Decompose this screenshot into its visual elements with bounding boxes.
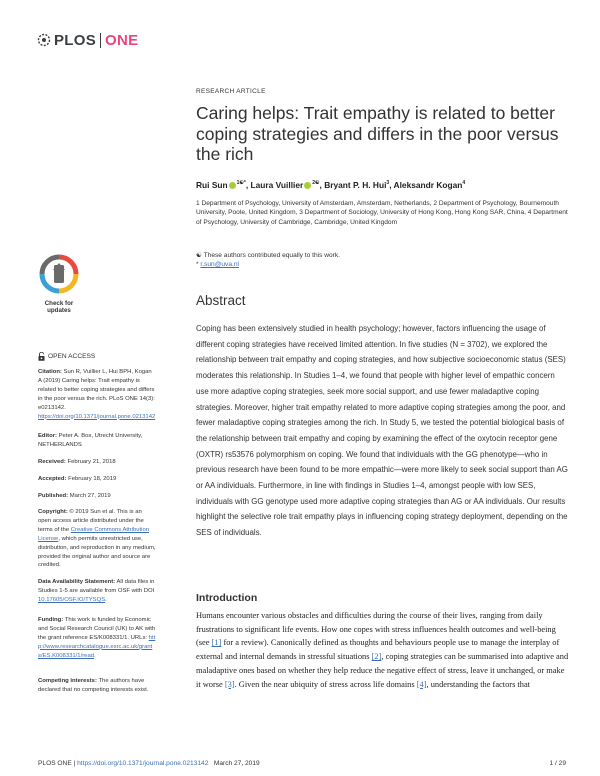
data-availability-text: All data files in Studies 1-5 are available from OSF with DOI — [38, 579, 155, 594]
funding-url-link[interactable]: http://www.researchcatalogue.esrc.ac.uk/grants/ES.K008331/1/read — [38, 634, 156, 659]
author-separator: , — [319, 180, 325, 190]
license-link[interactable]: Creative Commons Attribution License — [38, 526, 149, 542]
check-for-updates-icon — [35, 253, 83, 295]
data-availability-end: . — [105, 596, 107, 603]
orcid-icon[interactable] — [304, 182, 311, 189]
footer-journal: PLOS ONE — [38, 760, 72, 767]
copyright-text: © 2019 Sun et al. This is an open access article distributed under the terms of the — [38, 509, 144, 533]
intro-text-segment: , coping strategies can be summarised into adaptive and maladaptive ones based on whether they help reduce the negative effect of stress, leave it unchanged, or make it worse — [196, 652, 569, 689]
received-label: Received: — [38, 459, 66, 465]
open-access-badge — [38, 352, 95, 361]
intro-text-segment: Humans encounter various obstacles and difficulties during the course of their lives, ranging from daily frustrations to significant life events. How one copes with stress influences health outcomes and well-being (see — [196, 611, 556, 648]
published-text: March 27, 2019 — [68, 493, 111, 499]
funding-text: This work is funded by Economic and Social Research Council (UK) to AK with the grant reference ES/K008331/1. URLs: — [38, 617, 156, 641]
author-separator: , — [389, 180, 394, 190]
received-date — [38, 458, 156, 467]
competing-interests-label: Competing interests: — [38, 678, 97, 684]
author-affiliation-marker: 3 — [386, 180, 390, 187]
author-name[interactable]: Aleksandr Kogan — [393, 180, 463, 190]
copyright-text-end: , which permits unrestricted use, distribution, and reproduction in any medium, provided the original author and source are credited. — [38, 535, 156, 569]
orcid-icon[interactable] — [229, 182, 236, 189]
editor-label: Editor: — [38, 433, 57, 439]
corresponding-email-link[interactable]: r.sun@uva.nl — [200, 261, 239, 268]
accepted-label: Accepted: — [38, 476, 67, 482]
editor-text: Peter A. Bos, Utrecht University, NETHERLANDS — [38, 433, 143, 448]
author-affiliation-marker: 1☯* — [236, 180, 246, 187]
competing-interests-block — [38, 677, 156, 695]
page-number: 1 / 29 — [549, 760, 566, 767]
citation-text: Sun R, Vuillier L, Hui BPH, Kogan A (2019) Caring helps: Trait empathy is related to better coping strategies and differs in the poor versus the rich. PLoS ONE 14(3): e0213142. — [38, 369, 155, 411]
introduction-text — [196, 609, 571, 691]
footer-doi-link[interactable]: https://doi.org/10.1371/journal.pone.0213142 — [77, 760, 209, 767]
affiliations: 1 Department of Psychology, University of Amsterdam, Amsterdam, Netherlands, 2 Department of Psychology, Bournemouth University, Poole, United Kingdom, 3 Department of Sociology, University of Hong Kong, Hong Kong SAR, China, 4 Department of Psychology, University of Cambridge, Cambridge, United Kingdom — [196, 200, 568, 226]
introduction-heading: Introduction — [196, 592, 258, 604]
data-availability-block — [38, 578, 156, 605]
logo-plos-text: PLOS — [54, 31, 97, 49]
article-type: RESEARCH ARTICLE — [196, 88, 266, 95]
funding-block — [38, 616, 156, 661]
citation-label: Citation: — [38, 369, 62, 375]
intro-text-segment: . Given the near ubiquity of stress across life domains — [234, 679, 417, 689]
open-access-label: OPEN ACCESS — [48, 353, 96, 360]
author-list — [196, 180, 576, 190]
author-affiliation-marker: 4 — [462, 180, 466, 187]
editor-block — [38, 432, 156, 450]
data-availability-label: Data Availability Statement: — [38, 579, 116, 585]
footer-separator: | — [71, 760, 78, 767]
competing-interests-text: The authors have declared that no competing interests exist. — [38, 678, 149, 693]
author-notes — [196, 251, 340, 269]
intro-text-segment: for a review). Canonically defined as thoughts and behaviours people use to manage the interplay of external and internal demands in stressful situations — [196, 638, 560, 662]
author-name[interactable]: Laura Vuillier — [250, 180, 304, 190]
intro-text-segment: , understanding the factors that — [426, 679, 530, 689]
check-for-updates-button[interactable] — [35, 253, 83, 314]
logo-divider — [100, 33, 101, 48]
osf-doi-link[interactable]: 10.17605/OSF.IO/TYSQS — [38, 596, 106, 603]
check-for-updates-label: Check for updates — [44, 300, 74, 314]
footer-left — [38, 760, 260, 767]
author-name[interactable]: Rui Sun — [196, 180, 228, 190]
citation-link-1[interactable]: [1] — [211, 638, 222, 648]
funding-label: Funding: — [38, 617, 64, 623]
corresponding-author — [196, 260, 340, 269]
abstract-text: Coping has been extensively studied in health psychology; however, factors influencing the usage of different coping strategies have received limited attention. In five studies (N = 3702), we explored the relationship between trait empathy and coping strategies, and how subjective socioeconomic status (SES) moderates this relationship. In Studies 1–4, we found that people with higher level of empathic concern use more adaptive coping strategies, seek more social support, and use fewer maladaptive coping strategies. Moreover, higher trait empathy related to more adaptive coping strategies among the poor, and fewer maladaptive coping strategies among the rich. In Study 5, we tested the potential biological basis of the relationship between trait empathy and coping by examining the effect of the oxytocin receptor gene (OXTR) rs53576 polymorphism on coping. We found that individuals with the GG phenotype—who in previous research have been found to be more empathic—were more likely to seek social support than AG or AA individuals. Furthermore, in line with findings in Studies 1–4, amongst people with low SES, individuals with GG genotype used more adaptive coping strategies than AG or AA individuals. Our results highlight the selective role trait empathy plays in influencing coping strategy deployment, depending on the SES of individuals. — [196, 324, 568, 538]
author-affiliation-marker: 2☯ — [312, 180, 320, 187]
equal-contribution-note: ☯ These authors contributed equally to this work. — [196, 252, 340, 259]
published-label: Published: — [38, 493, 69, 499]
author-name[interactable]: Bryant P. H. Hui — [324, 180, 387, 190]
received-text: February 21, 2018 — [65, 459, 116, 465]
accepted-text: February 18, 2019 — [66, 476, 117, 482]
citation-block — [38, 368, 156, 421]
logo-one-text: ONE — [105, 31, 139, 49]
published-date — [38, 492, 156, 501]
article-title: Caring helps: Trait empathy is related to better coping strategies and differs in the poor versus the rich — [196, 103, 559, 164]
copyright-block — [38, 508, 156, 570]
funding-end: . — [94, 652, 96, 659]
corresponding-marker: * — [196, 261, 201, 268]
copyright-label: Copyright: — [38, 509, 68, 515]
open-access-lock-icon — [38, 352, 45, 361]
footer-date: March 27, 2019 — [213, 760, 260, 767]
plos-one-logo[interactable] — [37, 30, 138, 50]
citation-link-2[interactable]: [2] — [371, 652, 382, 662]
accepted-date — [38, 475, 156, 484]
citation-doi-link[interactable]: https://doi.org/10.1371/journal.pone.0213142 — [38, 413, 156, 420]
author-separator: , — [245, 180, 251, 190]
page-footer — [38, 760, 566, 767]
citation-link-3[interactable]: [3] — [224, 679, 235, 689]
plos-logo-icon — [37, 33, 51, 47]
citation-link-4[interactable]: [4] — [416, 679, 427, 689]
abstract-heading: Abstract — [196, 293, 246, 308]
